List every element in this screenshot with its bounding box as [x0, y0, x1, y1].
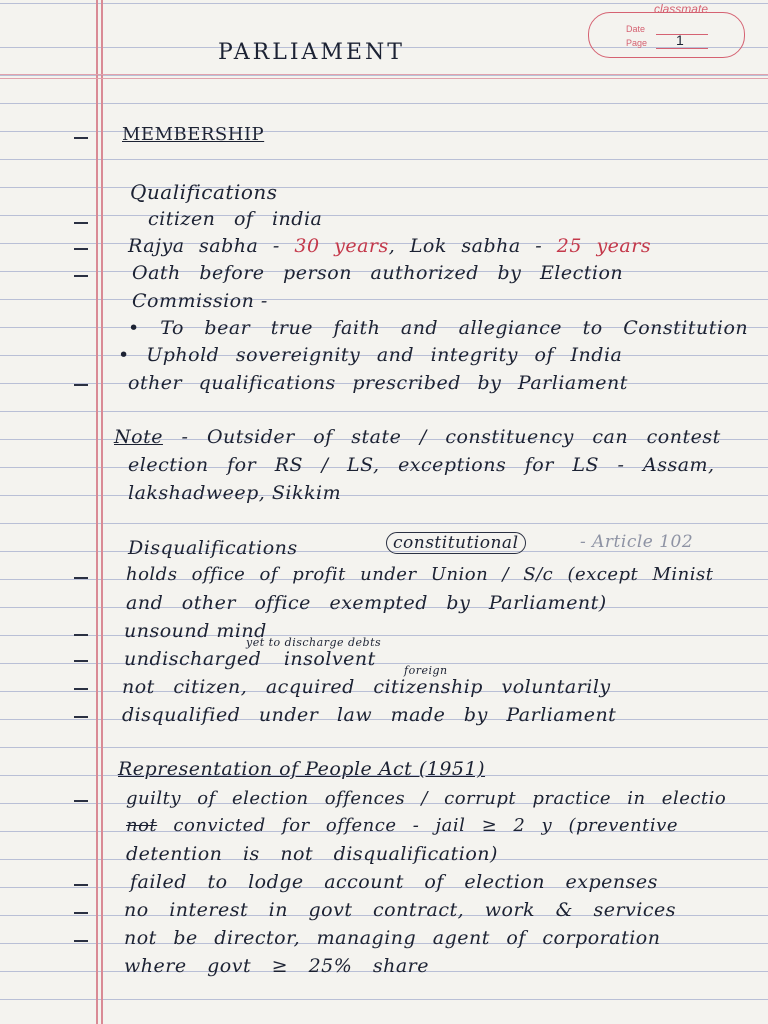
note-line: lakshadweep, Sikkim	[128, 482, 342, 504]
disq-line: disqualified under law made by Parliament	[122, 704, 617, 726]
qual-line: • To bear true faith and allegiance to Constitution	[128, 317, 749, 339]
rpa-line: guilty of election offences / corrupt practice in electio	[126, 788, 727, 809]
constitutional-label: constitutional	[386, 532, 526, 554]
rpa-line: where govt ≥ 25% share	[124, 955, 429, 977]
header-line	[0, 74, 768, 75]
bullet-dash	[74, 800, 88, 802]
qual-text: , Lok sabha -	[388, 235, 557, 257]
qual-line-age	[128, 235, 651, 257]
note-line: election for RS / LS, exceptions for LS - Assam,	[128, 454, 715, 476]
qualifications-heading: Qualifications	[130, 180, 278, 204]
note-label: Note	[114, 426, 163, 448]
bullet-dash	[74, 248, 88, 250]
ls-age: 25 years	[556, 235, 652, 257]
bullet-dash	[74, 384, 88, 386]
brand-logo: classmate	[653, 2, 708, 16]
bullet-dash	[74, 688, 88, 690]
bullet-dash	[74, 940, 88, 942]
qual-text: Rajya sabha -	[128, 235, 295, 257]
page-title: PARLIAMENT	[218, 40, 405, 65]
qual-line: • Uphold sovereignity and integrity of India	[118, 344, 623, 366]
header-line	[0, 78, 768, 79]
disq-line: and other office exempted by Parliament)	[126, 592, 607, 614]
insolvent-note: yet to discharge debts	[246, 636, 382, 649]
constitutional-tag	[386, 533, 526, 553]
rs-age: 30 years	[294, 235, 389, 257]
bullet-dash	[74, 577, 88, 579]
disq-line: holds office of profit under Union / S/c (except Minist	[126, 564, 714, 585]
bullet-dash	[74, 912, 88, 914]
bullet-dash	[74, 660, 88, 662]
rpa-line: no interest in govt contract, work & services	[124, 899, 677, 921]
qual-line: citizen of india	[148, 208, 323, 230]
rpa-text: convicted for offence - jail ≥ 2 y (preventive	[157, 815, 678, 836]
margin-line	[96, 0, 98, 1024]
rpa-line	[126, 815, 678, 836]
rpa-line: not be director, managing agent of corporation	[124, 927, 661, 949]
bullet-dash	[74, 137, 88, 139]
bullet-dash	[74, 222, 88, 224]
qual-line: Oath before person authorized by Election	[132, 262, 624, 284]
bullet-dash	[74, 275, 88, 277]
notebook-brand-box	[588, 2, 748, 62]
disqualifications-heading: Disqualifications	[128, 537, 298, 559]
page-label: Page	[626, 38, 648, 48]
bullet-dash	[74, 884, 88, 886]
qual-line: other qualifications prescribed by Parliament	[128, 372, 628, 394]
date-page-box	[588, 12, 745, 58]
qual-line: Commission -	[132, 290, 268, 312]
rpa-heading: Representation of People Act (1951)	[118, 758, 486, 780]
rpa-line: failed to lodge account of election expenses	[130, 871, 658, 893]
note-text: - Outsider of state / constituency can contest	[162, 426, 721, 448]
section-heading: MEMBERSHIP	[122, 124, 265, 145]
page-number: 1	[676, 32, 684, 48]
article-ref: - Article 102	[580, 532, 694, 552]
bullet-dash	[74, 634, 88, 636]
citizenship-note: foreign	[404, 664, 448, 677]
struck-word: not	[126, 815, 158, 836]
bullet-dash	[74, 716, 88, 718]
note-line	[114, 426, 721, 448]
margin-line	[101, 0, 103, 1024]
disq-line: unsound mind	[124, 620, 267, 642]
disq-line: undischarged insolvent	[124, 648, 376, 670]
date-label: Date	[626, 24, 646, 34]
disq-line: not citizen, acquired citizenship voluntarily	[122, 676, 611, 698]
rpa-line: detention is not disqualification)	[126, 843, 498, 865]
page-underline	[656, 48, 708, 49]
